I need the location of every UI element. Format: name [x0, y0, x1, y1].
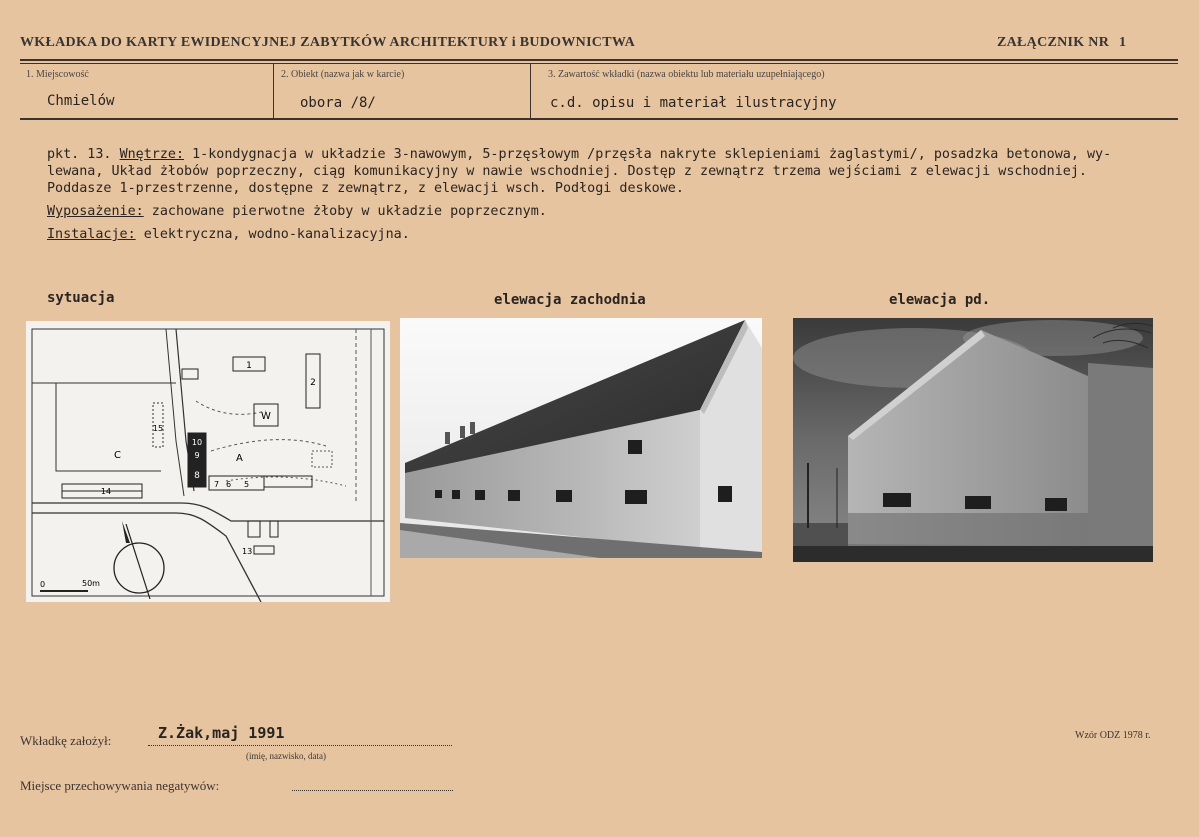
field-divider-1 — [273, 64, 274, 118]
interior-line-3: Poddasze 1-przestrzenne, dostępne z zewnątrz, z elewacji wsch. Podłogi deskowe. — [47, 181, 684, 196]
west-elevation-image — [400, 318, 762, 558]
map-label-14: 14 — [100, 487, 112, 496]
map-label-7: 7 — [214, 480, 220, 489]
author-value: Z.Żak,maj 1991 — [158, 724, 285, 742]
map-label-5: 5 — [244, 480, 250, 489]
map-label-10: 10 — [191, 438, 203, 447]
map-label-a: A — [236, 453, 243, 464]
map-label-15: 15 — [152, 424, 164, 433]
content-value: c.d. opisu i materiał ilustracyjny — [550, 95, 837, 111]
map-label-13: 13 — [242, 547, 253, 556]
map-label-w: W — [261, 411, 271, 422]
site-plan-drawing — [26, 321, 390, 602]
map-label-c: C — [114, 450, 121, 461]
storage-label: Miejsce przechowywania negatywów: — [20, 778, 220, 793]
map-label-9: 9 — [194, 451, 200, 460]
map-label-6: 6 — [226, 480, 232, 489]
equipment-text: zachowane pierwotne żłoby w układzie poprzecznym. — [143, 204, 547, 219]
annex-value: 1 — [1118, 35, 1127, 50]
scale-zero: 0 — [40, 580, 46, 589]
template-number: Wzór ODZ 1978 r. — [1075, 730, 1151, 741]
map-label-2: 2 — [310, 378, 316, 388]
annex-number — [997, 35, 1126, 51]
situation-map — [26, 321, 390, 602]
map-label-1: 1 — [246, 361, 252, 371]
point-number: pkt. 13. — [47, 147, 120, 162]
content-label: 3. Zawartość wkładki (nazwa obiektu lub materiału uzupełniającego) — [548, 69, 825, 80]
caption-south-elevation: elewacja pd. — [889, 292, 991, 308]
equipment-label: Wyposażenie: — [47, 204, 144, 219]
caption-west-elevation: elewacja zachodnia — [494, 292, 646, 308]
description-text — [47, 146, 1172, 243]
author-sub: (imię, nazwisko, data) — [246, 751, 326, 761]
card-title: WKŁADKA DO KARTY EWIDENCYJNEJ ZABYTKÓW ARCHITEKTURY i BUDOWNICTWA — [20, 35, 636, 50]
interior-text-1: 1-kondygnacja w układzie 3-nawowym, 5-przęsłowym /przęsła nakryte sklepieniami żaglastymi/, posadzka betonowa, wy- — [184, 147, 1112, 162]
author-line — [148, 745, 452, 746]
storage-line — [292, 790, 453, 791]
caption-situation: sytuacja — [47, 290, 115, 306]
object-label: 2. Obiekt (nazwa jak w karcie) — [281, 69, 405, 80]
south-elevation-image — [793, 318, 1153, 562]
interior-line-1 — [47, 146, 1172, 163]
field-divider-2 — [530, 64, 531, 118]
header-rule-top — [20, 59, 1178, 61]
interior-line-2: lewana, Układ żłobów poprzeczny, ciąg komunikacyjny w nawie wschodniej. Dostęp z zewnątrz trzema wejściami z elewacji wschodniej. — [47, 164, 1087, 179]
installations-line — [47, 226, 1172, 243]
object-value: obora /8/ — [300, 95, 376, 111]
author-label: Wkładkę założył: — [20, 733, 112, 748]
map-label-8: 8 — [194, 471, 200, 481]
interior-label: Wnętrze: — [119, 147, 185, 162]
annex-label: ZAŁĄCZNIK NR — [997, 35, 1110, 50]
installations-label: Instalacje: — [47, 227, 136, 242]
header-rule-bottom — [20, 118, 1178, 120]
installations-text: elektryczna, wodno-kanalizacyjna. — [135, 227, 410, 242]
scale-fifty: 50m — [82, 579, 100, 588]
photo-south-elevation — [793, 318, 1153, 562]
locality-label: 1. Miejscowość — [26, 69, 89, 80]
equipment-line — [47, 203, 1172, 220]
locality-value: Chmielów — [47, 93, 115, 109]
photo-west-elevation — [400, 318, 762, 558]
header-rule-top-thin — [20, 63, 1178, 64]
